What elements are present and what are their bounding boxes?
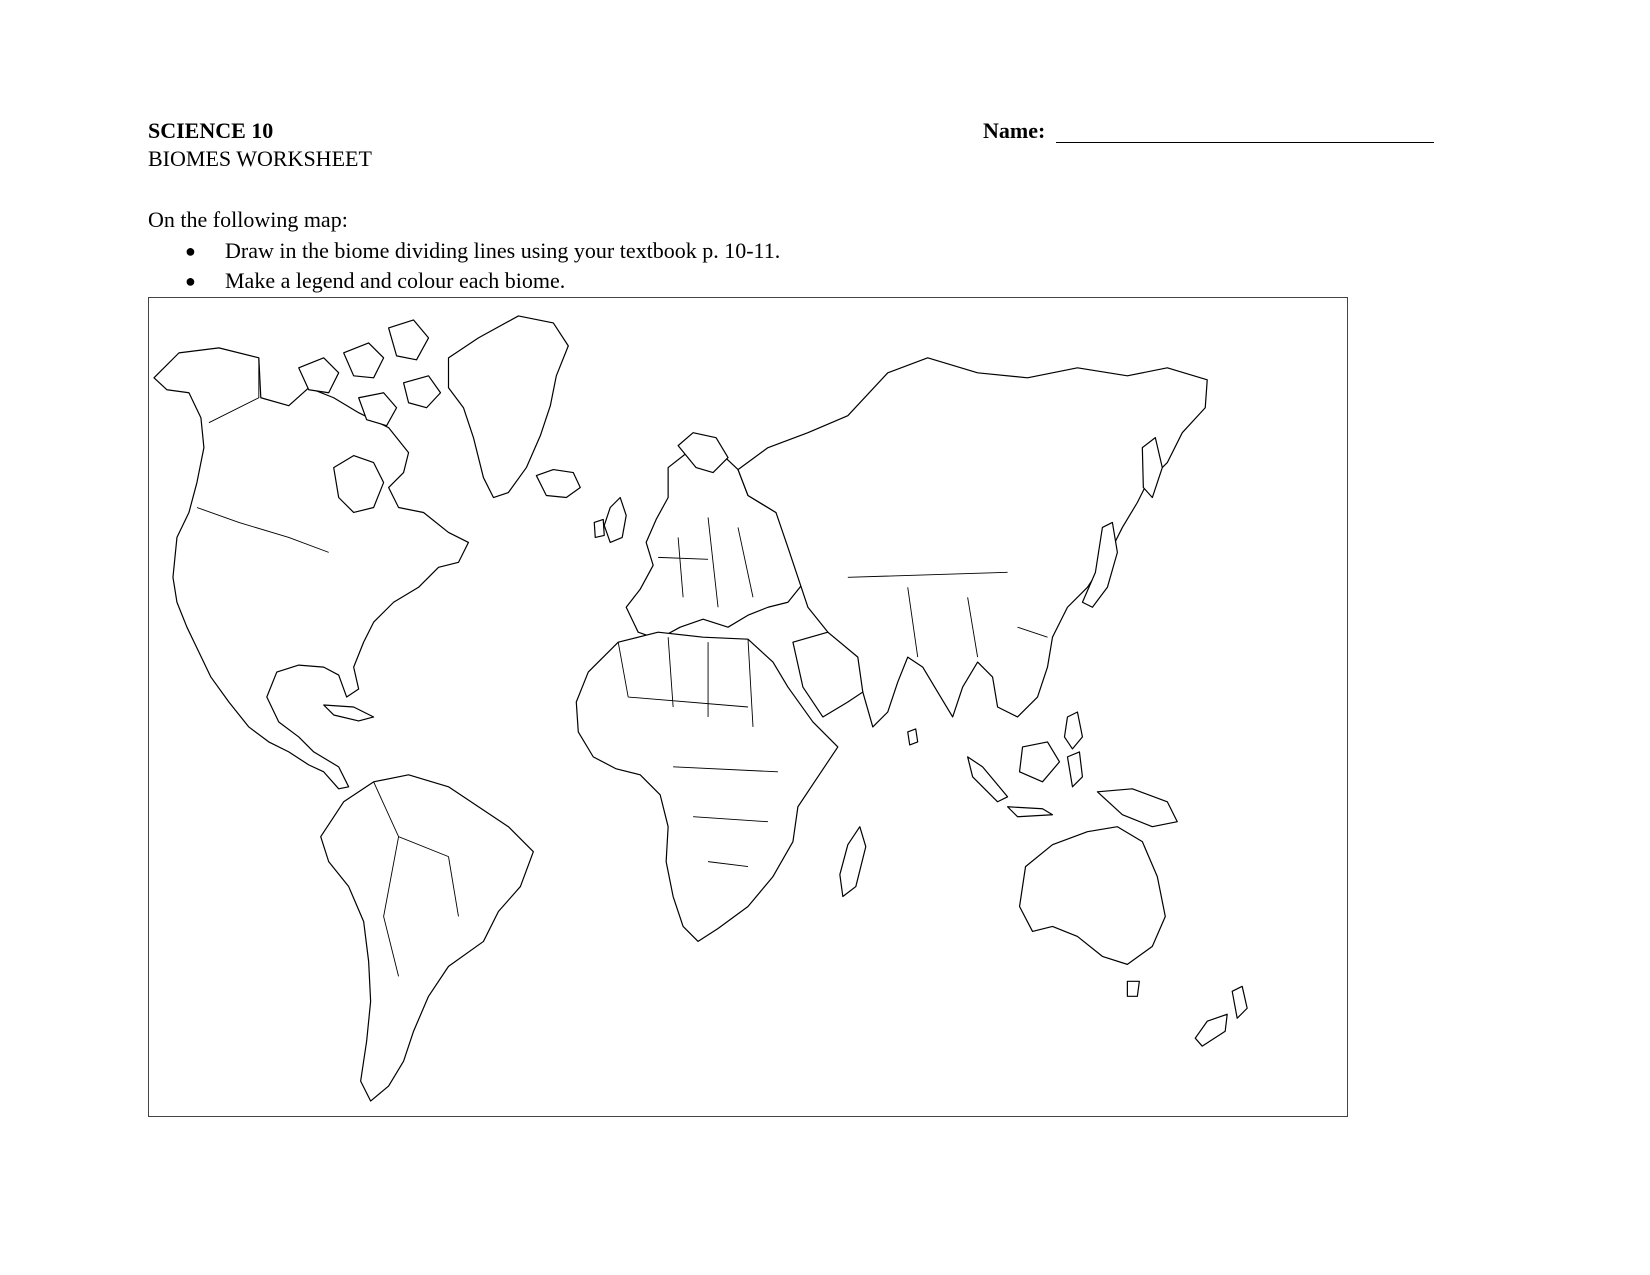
instruction-text: Draw in the biome dividing lines using your textbook p. 10-11. [225,238,781,263]
new-guinea [1097,789,1177,827]
south-america [321,775,534,1101]
instruction-text: Make a legend and colour each biome. [225,268,566,293]
great-britain [604,498,626,543]
madagascar [840,827,866,897]
arctic-island [344,343,384,378]
world-map-frame[interactable] [148,297,1348,1117]
new-zealand-north [1232,986,1247,1018]
cuba [324,705,374,721]
bullet-icon: ● [185,271,196,291]
worksheet-title: BIOMES WORKSHEET [148,146,372,171]
ireland [594,519,604,537]
sumatra [968,757,1008,802]
bullet-icon: ● [185,241,196,261]
instructions-list [180,236,780,296]
arctic-island [299,358,339,393]
java [1008,807,1053,817]
name-label: Name: [983,118,1046,143]
north-america [154,348,468,789]
africa [576,632,838,941]
arctic-island [389,320,429,360]
course-title: SCIENCE 10 [148,118,274,143]
instruction-item [180,266,780,296]
australia [1020,827,1166,965]
instruction-item [180,236,780,266]
name-blank-line[interactable] [1056,142,1434,143]
philippines [1064,712,1082,749]
sulawesi [1067,752,1082,787]
borneo [1020,742,1060,782]
new-zealand-south [1195,1014,1227,1046]
iceland [536,470,580,498]
arctic-island [404,376,441,408]
world-outline-map [149,298,1347,1116]
instructions-intro: On the following map: [148,207,348,232]
tasmania [1127,981,1139,996]
sri-lanka [908,729,918,745]
